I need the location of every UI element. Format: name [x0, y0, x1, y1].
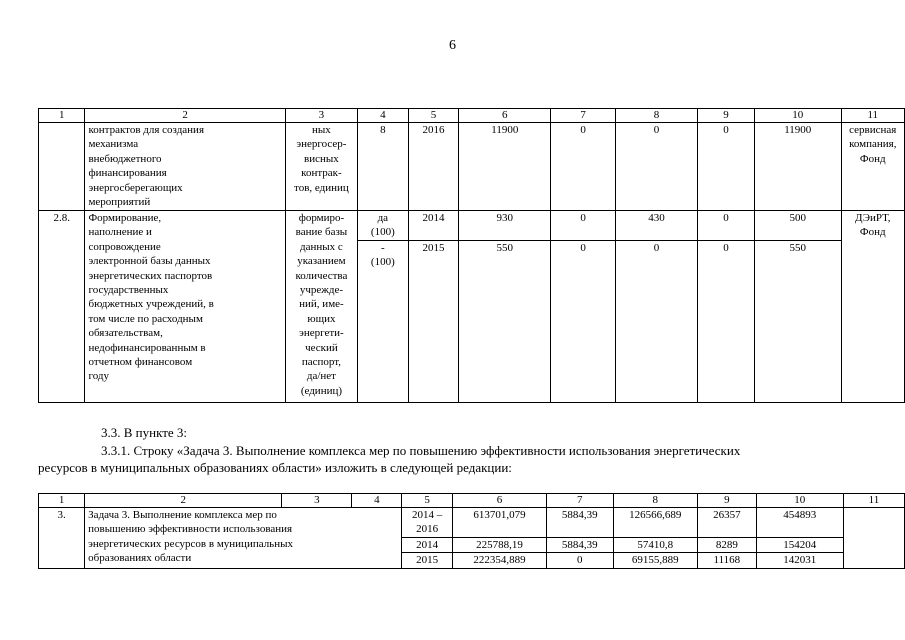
paragraph-line: ресурсов в муниципальных образованиях области» изложить в следующей редакции: [38, 460, 512, 475]
header-cell: 3 [285, 109, 357, 123]
task-3-table [38, 493, 905, 569]
row-number-cell: 3. [39, 508, 85, 569]
funding-cell: 5884,39 [546, 508, 613, 538]
header-cell: 6 [459, 109, 551, 123]
row-number-cell: 2.8. [39, 211, 85, 403]
header-cell: 10 [755, 109, 842, 123]
header-cell: 2 [85, 494, 282, 508]
target-value-cell: да (100) [357, 211, 408, 241]
funding-cell: 0 [615, 123, 697, 211]
funding-cell: 0 [551, 241, 616, 403]
year-cell: 2015 [402, 553, 453, 568]
funding-cell: 11900 [755, 123, 842, 211]
indicator-cell: формиро- вание базы данных с указанием количества учрежде- ний, име- ющих энергети- ческий паспорт, да/нет (единиц) [285, 211, 357, 403]
header-cell: 3 [282, 494, 352, 508]
target-value-cell: 8 [357, 123, 408, 211]
funding-cell: 5884,39 [546, 538, 613, 553]
total-funding-cell: 222354,889 [453, 553, 547, 568]
header-cell: 11 [843, 494, 904, 508]
funding-cell: 454893 [756, 508, 843, 538]
task-name-cell: Задача 3. Выполнение комплекса мер по повышению эффективности использования энергетических ресурсов в муниципальных образованиях области [85, 508, 402, 569]
header-cell: 8 [613, 494, 698, 508]
funding-cell: 0 [551, 211, 616, 241]
table-row [39, 211, 905, 241]
funding-cell: 0 [546, 553, 613, 568]
funding-cell: 8289 [698, 538, 757, 553]
header-cell: 9 [698, 494, 757, 508]
year-cell: 2015 [408, 241, 459, 403]
paragraph-line: 3.3.1. Строку «Задача 3. Выполнение комплекса мер по повышению эффективности использования энергетических [101, 443, 741, 458]
header-cell: 8 [615, 109, 697, 123]
funding-cell: 126566,689 [613, 508, 698, 538]
total-funding-cell: 930 [459, 211, 551, 241]
header-cell: 1 [39, 494, 85, 508]
header-cell: 2 [85, 109, 285, 123]
funding-cell: 550 [755, 241, 842, 403]
funding-cell: 0 [697, 123, 754, 211]
table-header-row [39, 494, 905, 508]
funding-cell: 430 [615, 211, 697, 241]
funding-cell: 11168 [698, 553, 757, 568]
funding-cell: 69155,889 [613, 553, 698, 568]
header-cell: 4 [352, 494, 402, 508]
row-number-cell [39, 123, 85, 211]
year-cell: 2014 [402, 538, 453, 553]
funding-cell: 0 [615, 241, 697, 403]
paragraph-section-heading: 3.3. В пункте 3: [101, 425, 188, 440]
table-header-row [39, 109, 905, 123]
funding-cell: 0 [697, 241, 754, 403]
funding-cell: 0 [551, 123, 616, 211]
header-cell: 5 [408, 109, 459, 123]
total-funding-cell: 225788,19 [453, 538, 547, 553]
funding-cell: 142031 [756, 553, 843, 568]
executor-cell [843, 508, 904, 569]
year-cell: 2014 [408, 211, 459, 241]
funding-cell: 0 [697, 211, 754, 241]
funding-cell: 154204 [756, 538, 843, 553]
table-row [39, 508, 905, 538]
measure-name-cell: контрактов для создания механизма внебюджетного финансирования энергосберегающих мероприятий [85, 123, 285, 211]
funding-cell: 57410,8 [613, 538, 698, 553]
header-cell: 5 [402, 494, 453, 508]
year-cell: 2014 – 2016 [402, 508, 453, 538]
target-value-cell: - (100) [357, 241, 408, 403]
page-number: 6 [449, 38, 456, 53]
measure-name-cell: Формирование, наполнение и сопровождение электронной базы данных энергетических паспортов государственных бюджетных учреждений, в том числе по расходным обязательствам, недофинансированным в отчетном финансовом году [85, 211, 285, 403]
total-funding-cell: 550 [459, 241, 551, 403]
header-cell: 7 [546, 494, 613, 508]
header-cell: 1 [39, 109, 85, 123]
table-row [39, 123, 905, 211]
funding-cell: 26357 [698, 508, 757, 538]
executor-cell: сервисная компания, Фонд [841, 123, 904, 211]
header-cell: 11 [841, 109, 904, 123]
year-cell: 2016 [408, 123, 459, 211]
indicator-cell: ных энергосер- висных контрак- тов, единиц [285, 123, 357, 211]
header-cell: 7 [551, 109, 616, 123]
total-funding-cell: 613701,079 [453, 508, 547, 538]
executor-cell: ДЭиРТ, Фонд [841, 211, 904, 403]
funding-cell: 500 [755, 211, 842, 241]
header-cell: 9 [697, 109, 754, 123]
header-cell: 4 [357, 109, 408, 123]
header-cell: 6 [453, 494, 547, 508]
total-funding-cell: 11900 [459, 123, 551, 211]
header-cell: 10 [756, 494, 843, 508]
energy-program-table [38, 108, 905, 403]
